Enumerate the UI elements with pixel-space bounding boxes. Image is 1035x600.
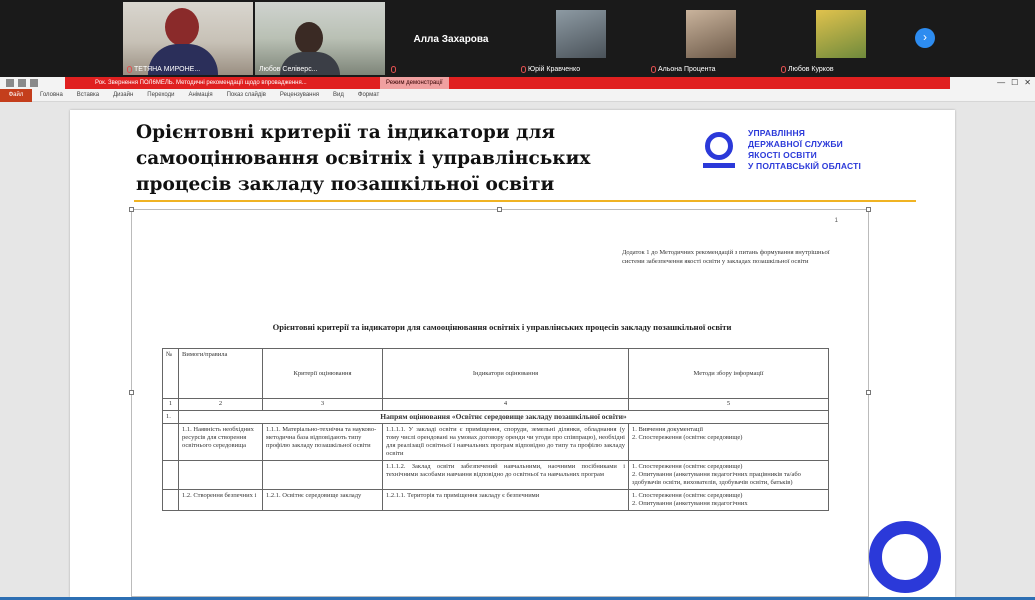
tab-view[interactable]: Вид: [333, 92, 344, 98]
resize-handle[interactable]: [129, 207, 134, 212]
table-cell: 1.1. Наявність необхідних ресурсів для створення освітнього середовища: [179, 424, 263, 461]
direction-title: Напрям оцінювання «Освітнє середовище закладу позашкільної освіти»: [179, 411, 829, 424]
tab-insert[interactable]: Вставка: [76, 92, 100, 98]
close-button[interactable]: ✕: [1024, 78, 1031, 87]
next-participants-button[interactable]: [915, 28, 935, 48]
mic-muted-icon: [127, 66, 132, 73]
column-number-row: [163, 399, 829, 411]
minimize-button[interactable]: —: [997, 78, 1006, 87]
table-cell: 1.1.1.1. У закладі освіти є приміщення, споруди, земельні ділянки, обладнання (у тому числі орендовані на умовах договору оренди чи угоди про співпрацю), необхідні для реалізації освітньої і навчальних програм відповідно до типу та профілю закладу освіти: [383, 424, 629, 461]
table-cell: 1.2.1.1. Територія та приміщення закладу є безпечними: [383, 490, 629, 511]
quick-access-toolbar: [6, 79, 38, 87]
table-cell: 1.2.1. Освітнє середовище закладу: [263, 490, 383, 511]
organization-logo-text: [748, 128, 861, 172]
participant-name: ТЕТЯНА МИРОНЕ...: [127, 66, 200, 73]
column-number: 4: [383, 399, 629, 411]
table-cell: [263, 461, 383, 490]
document-heading: Орієнтовні критерії та індикатори для самооцінювання освітніх і управлінських процесів закладу позашкільної освіти: [272, 322, 732, 332]
participant-video: [165, 8, 199, 46]
column-number: 5: [629, 399, 829, 411]
table-cell: 1.1.1. Матеріально-технічна та науково-методична база відповідають типу профілю закладу позашкільної освіти: [263, 424, 383, 461]
mic-muted-icon: [521, 66, 526, 73]
slide-canvas[interactable]: [70, 110, 955, 597]
redo-icon[interactable]: [30, 79, 38, 87]
save-icon[interactable]: [6, 79, 14, 87]
participant-video: [295, 22, 323, 54]
participant-name: Любов Селіверс...: [259, 66, 318, 73]
table-cell: 1. Вивчення документації 2. Спостереження (освітнє середовище): [629, 424, 829, 461]
table-cell: 1. Спостереження (освітнє середовище) 2. Опитування (анкетування педагогічних працівників та/або здобувачів освіти, вихователів, здобувачів освіти, батьків): [629, 461, 829, 490]
slide-title[interactable]: Орієнтовні критерії та індикатори для самооцінювання освітніх і управлінських процесів закладу позашкільної освіти: [136, 122, 591, 195]
participant-name: Юрій Кравченко: [521, 66, 580, 73]
window-title: Рок. Звернення ПОЛ6МЕЛЬ. Методичні рекомендації щодо впровадження...: [65, 77, 950, 89]
column-header: Методи збору інформації: [629, 349, 829, 399]
participant-name: Альона Процента: [651, 66, 716, 73]
presenter-pointer-ring: [869, 521, 941, 593]
logo-line: ЯКОСТІ ОСВІТИ: [748, 150, 817, 160]
logo-icon: [703, 132, 735, 168]
participant-status: [391, 66, 396, 73]
column-header: Індикатори оцінювання: [383, 349, 629, 399]
table-cell: [163, 424, 179, 461]
tab-design[interactable]: Дизайн: [113, 92, 134, 98]
table-cell: [179, 461, 263, 490]
chevron-right-icon: ›: [923, 30, 927, 44]
participant-tile[interactable]: [647, 2, 775, 75]
logo-line: У ПОЛТАВСЬКІЙ ОБЛАСТІ: [748, 161, 862, 171]
tab-slideshow[interactable]: Показ слайдів: [226, 92, 266, 98]
participant-tile[interactable]: [255, 2, 385, 75]
table-header-row: [163, 349, 829, 399]
tab-home[interactable]: Головна: [40, 92, 63, 98]
column-number: 2: [179, 399, 263, 411]
table-cell: [163, 490, 179, 511]
addendum-note: Додаток 1 до Методичних рекомендацій з питань формування внутрішньої системи забезпечення якості освіти у закладах позашкільної освіти: [622, 249, 830, 265]
table-row: [163, 461, 829, 490]
table-row: [163, 490, 829, 511]
resize-handle[interactable]: [129, 390, 134, 395]
column-number: 3: [263, 399, 383, 411]
table-cell: 1.1.1.2. Заклад освіти забезпечений навчальними, наочними посібниками і технічними засобами навчання відповідно до освітньої та навчальних програм: [383, 461, 629, 490]
sharing-badge: Режим демонстрації: [380, 77, 449, 89]
column-number: 1: [163, 399, 179, 411]
page-number: 1: [834, 218, 838, 224]
mic-muted-icon: [651, 66, 656, 73]
participant-tile[interactable]: [777, 2, 905, 75]
table-cell: [163, 461, 179, 490]
resize-handle[interactable]: [866, 390, 871, 395]
maximize-button[interactable]: ☐: [1011, 78, 1019, 87]
ribbon-tabs: [0, 89, 1035, 102]
window-controls: [997, 78, 1031, 87]
undo-icon[interactable]: [18, 79, 26, 87]
participant-strip: [0, 0, 1035, 77]
participant-tile[interactable]: [387, 2, 515, 75]
column-header: Критерії оцінювання: [263, 349, 383, 399]
table-row: [163, 424, 829, 461]
participant-tile[interactable]: [123, 2, 253, 75]
participant-avatar: [816, 10, 866, 58]
logo-line: УПРАВЛІННЯ: [748, 128, 806, 138]
participant-name: Алла Захарова: [413, 34, 489, 45]
resize-handle[interactable]: [497, 207, 502, 212]
document-image[interactable]: [131, 209, 869, 597]
participant-tile[interactable]: [517, 2, 645, 75]
mic-muted-icon: [781, 66, 786, 73]
table-cell: 1. Спостереження (освітнє середовище) 2. Опитування (анкетування педагогічних: [629, 490, 829, 511]
tab-review[interactable]: Рецензування: [279, 92, 320, 98]
direction-number: 1.: [163, 411, 179, 424]
resize-handle[interactable]: [866, 207, 871, 212]
criteria-table: [162, 348, 829, 511]
mic-muted-icon: [391, 66, 396, 73]
tab-format[interactable]: Формат: [357, 92, 380, 98]
shared-window-titlebar: [0, 77, 1035, 89]
logo-line: ДЕРЖАВНОЇ СЛУЖБИ: [748, 139, 843, 149]
tab-transitions[interactable]: Переходи: [147, 92, 175, 98]
file-tab[interactable]: Файл: [0, 89, 32, 102]
tab-animations[interactable]: Анімація: [188, 92, 213, 98]
direction-row: [163, 411, 829, 424]
participant-name: Любов Курков: [781, 66, 834, 73]
column-header: Вимоги/правила: [179, 349, 263, 399]
participant-avatar: [686, 10, 736, 58]
column-header: №: [163, 349, 179, 399]
title-divider: [134, 200, 916, 202]
table-cell: 1.2. Створення безпечних і: [179, 490, 263, 511]
participant-avatar: [556, 10, 606, 58]
